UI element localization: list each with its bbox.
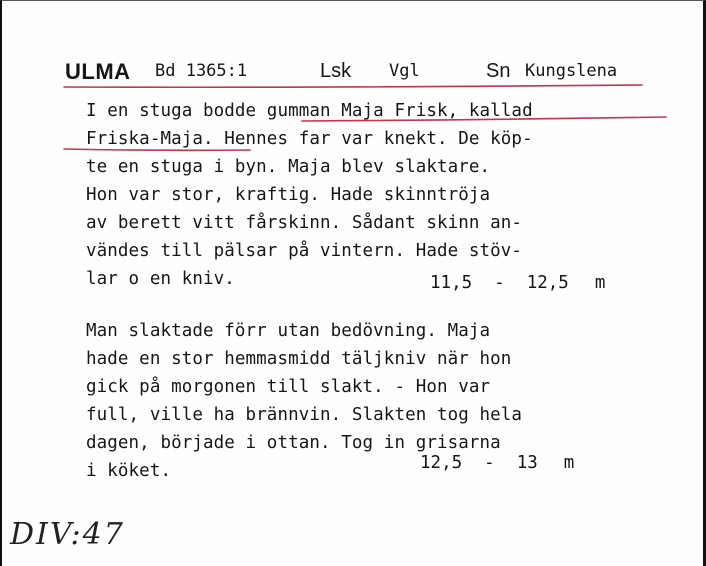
measurement-unit: m <box>594 273 606 293</box>
text-line: lar o en kniv. <box>86 269 235 289</box>
measurement-to: 13 <box>516 453 538 473</box>
county-label: Lsk <box>320 60 352 82</box>
measurement-dash: - <box>494 273 505 293</box>
text-line: Man slaktade förr utan bedövning. Maja <box>86 321 491 341</box>
volume-reference: Bd 1365:1 <box>155 61 248 81</box>
district-value: Vgl <box>389 61 420 81</box>
paragraph-2 <box>86 317 676 485</box>
measurement-1 <box>430 273 605 293</box>
text-line: Friska-Maja. Hennes far var knekt. De köp- <box>86 129 533 149</box>
text-line: i köket. <box>86 461 172 481</box>
text-line: Hon var stor, kraftig. Hade skinntröja <box>86 185 491 205</box>
text-line: hade en stor hemmasmidd täljkniv när hon <box>86 349 512 369</box>
text-line: I en stuga bodde gumman Maja Frisk, kallad <box>86 101 533 121</box>
measurement-2 <box>420 453 574 473</box>
text-line: te en stuga i byn. Maja blev slaktare. <box>86 157 491 177</box>
measurement-unit: m <box>563 453 575 473</box>
parish-value: Kungslena <box>525 61 618 81</box>
measurement-to: 12,5 <box>526 273 569 293</box>
handwritten-signature <box>10 517 170 563</box>
text-line: vändes till pälsar på vintern. Hade stöv- <box>86 241 523 261</box>
measurement-dash: - <box>484 453 495 473</box>
text-line: av berett vitt fårskinn. Sådant skinn an- <box>86 213 523 233</box>
text-line: gick på morgonen till slakt. - Hon var <box>86 377 491 397</box>
measurement-from: 12,5 <box>420 453 463 473</box>
archive-code: ULMA <box>65 59 131 84</box>
text-line: dagen, började i ottan. Tog in grisarna <box>86 433 501 453</box>
card-header <box>2 57 706 87</box>
handwritten-mark: DIV:47 <box>10 517 125 552</box>
parish-label: Sn <box>486 60 511 82</box>
measurement-from: 11,5 <box>430 273 473 293</box>
paragraph-1 <box>86 97 676 293</box>
text-line: full, ville ha brännvin. Slakten tog hela <box>86 405 523 425</box>
